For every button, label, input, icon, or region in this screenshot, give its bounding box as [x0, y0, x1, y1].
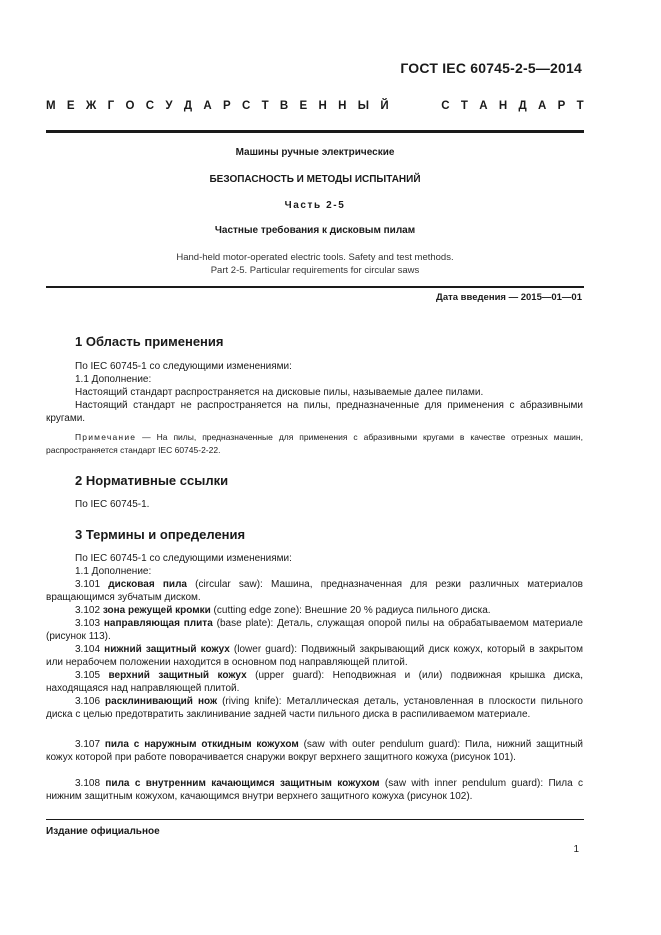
title-subtitle: Частные требования к дисковым пилам: [214, 225, 416, 236]
term-definition: (upper guard): Неподвижная и (или) подвижная крышка диска, находящаяся над направляющей плитой.: [46, 670, 583, 694]
banner-letter: Ж: [85, 100, 97, 112]
section-1-note: [46, 431, 583, 457]
banner-letter: А: [537, 100, 547, 112]
english-title-line-2: Part 2-5. Particular requirements for circular saws: [210, 265, 420, 276]
term-name: верхний защитный кожух: [108, 670, 247, 681]
term-number: 3.106: [75, 696, 106, 707]
page-number: 1: [573, 844, 579, 855]
banner-letter: Р: [557, 100, 566, 112]
banner-letter: О: [125, 100, 135, 112]
banner-letter: М: [46, 100, 56, 112]
term-number: 3.105: [75, 670, 109, 681]
section-3-p1: По IEC 60745-1 со следующими изменениями:: [75, 553, 292, 564]
banner-letter: Д: [183, 100, 193, 112]
section-1-p1: По IEC 60745-1 со следующими изменениями:: [75, 361, 292, 372]
term-3-105: [46, 669, 583, 695]
note-text: — На пилы, предназначенные для применения с абразивными кругами в качестве отрезных машин, распространяется стандарт IEC 60745-2-22.: [46, 432, 583, 455]
banner-letter: Т: [261, 100, 269, 112]
banner-letter: Н: [338, 100, 347, 112]
term-3-102: [46, 604, 583, 617]
banner-letter: Н: [498, 100, 508, 112]
term-definition: (riving knife): Металлическая деталь, установленная в плоскости пильного диска с целью предотвратить заклинивание задней части пильного диска в распиливаемом материале.: [46, 696, 583, 720]
banner-letter: Т: [576, 100, 584, 112]
term-number: 3.103: [75, 618, 104, 629]
note-label: Примечание: [75, 432, 137, 442]
banner-letter: Е: [66, 100, 75, 112]
term-definition: (cutting edge zone): Внешние 20 % радиуса пильного диска.: [210, 605, 491, 616]
term-definition: (base plate): Деталь, служащая опорой пилы на обрабатываемом материале (рисунок 113).: [46, 618, 583, 642]
term-name: пила с наружным откидным кожухом: [104, 739, 299, 750]
banner-letter: Р: [222, 100, 231, 112]
title-rule: [46, 286, 584, 288]
term-3-104: [46, 643, 583, 669]
term-number: 3.107: [75, 739, 105, 750]
header-rule: [46, 130, 584, 133]
standard-code: ГОСТ IEC 60745-2-5—2014: [400, 60, 582, 76]
term-name: направляющая плита: [103, 618, 213, 629]
section-1-p2: 1.1 Дополнение:: [75, 374, 152, 385]
banner-letter: С: [145, 100, 155, 112]
term-3-107: [46, 738, 583, 764]
banner-letter: Ы: [357, 100, 370, 112]
term-name: пила с внутренним качающимся защитным кожухом: [105, 778, 380, 789]
term-name: дисковая пила: [108, 579, 187, 590]
section-2-p1: По IEC 60745-1.: [75, 499, 150, 510]
title-line-1: Машины ручные электрические: [235, 147, 395, 158]
term-definition: (lower guard): Подвижный закрывающий диск кожух, который в закрытом или нерабочем положении находится в основном под направляющей плитой.: [46, 644, 583, 668]
title-line-2: БЕЗОПАСНОСТЬ И МЕТОДЫ ИСПЫТАНИЙ: [209, 174, 421, 185]
banner-letter: А: [479, 100, 488, 112]
term-name: нижний защитный кожух: [104, 644, 230, 655]
section-1-p4: Настоящий стандарт не распространяется на пилы, предназначенные для применения с абразивными кругами.: [46, 400, 583, 424]
term-3-101: [46, 578, 583, 604]
banner-letter: У: [165, 100, 173, 112]
section-1-p3: Настоящий стандарт распространяется на дисковые пилы, называемые далее пилами.: [75, 387, 484, 398]
footer-rule: [46, 819, 584, 820]
official-edition-label: Издание официальное: [46, 826, 160, 837]
english-title-line-1: Hand-held motor-operated electric tools. Safety and test methods.: [176, 252, 454, 263]
section-3-heading: 3 Термины и определения: [75, 527, 246, 542]
term-number: 3.104: [75, 644, 105, 655]
banner-letter: В: [279, 100, 289, 112]
term-3-103: [46, 617, 583, 643]
banner-gap: [400, 100, 430, 112]
section-2-heading: 2 Нормативные ссылки: [75, 473, 229, 488]
term-3-106: [46, 695, 583, 721]
term-number: 3.108: [75, 778, 106, 789]
term-definition: (circular saw): Машина, предназначенная для резки различных материалов вращающимся зубчатым диском.: [46, 579, 583, 603]
term-name: расклинивающий нож: [105, 696, 218, 707]
banner-letter: Й: [380, 100, 389, 112]
term-definition: (saw with outer pendulum guard): Пила, нижний защитный кожух которой при работе поворачивается снаружи вокруг верхнего защитного кожуха (рисунок 101).: [46, 739, 583, 763]
interstate-standard-banner: [46, 100, 584, 112]
term-number: 3.102: [75, 605, 103, 616]
title-part: Часть 2-5: [284, 200, 346, 211]
term-number: 3.101: [75, 579, 109, 590]
term-definition: (saw with inner pendulum guard): Пила с нижним защитным кожухом, качающимся внутри верхнего защитного кожуха (рисунок 102).: [46, 778, 583, 802]
banner-letter: А: [203, 100, 212, 112]
banner-letter: Т: [460, 100, 468, 112]
banner-letter: С: [241, 100, 251, 112]
term-name: зона режущей кромки: [102, 605, 211, 616]
banner-letter: Д: [518, 100, 527, 112]
banner-letter: С: [441, 100, 450, 112]
banner-letter: Г: [107, 100, 115, 112]
banner-letter: Н: [318, 100, 327, 112]
banner-letter: Е: [299, 100, 308, 112]
term-3-108: [46, 777, 583, 803]
section-3-p2: 1.1 Дополнение:: [75, 566, 152, 577]
effective-date: Дата введения — 2015—01—01: [436, 292, 582, 303]
section-1-heading: 1 Область применения: [75, 334, 224, 349]
